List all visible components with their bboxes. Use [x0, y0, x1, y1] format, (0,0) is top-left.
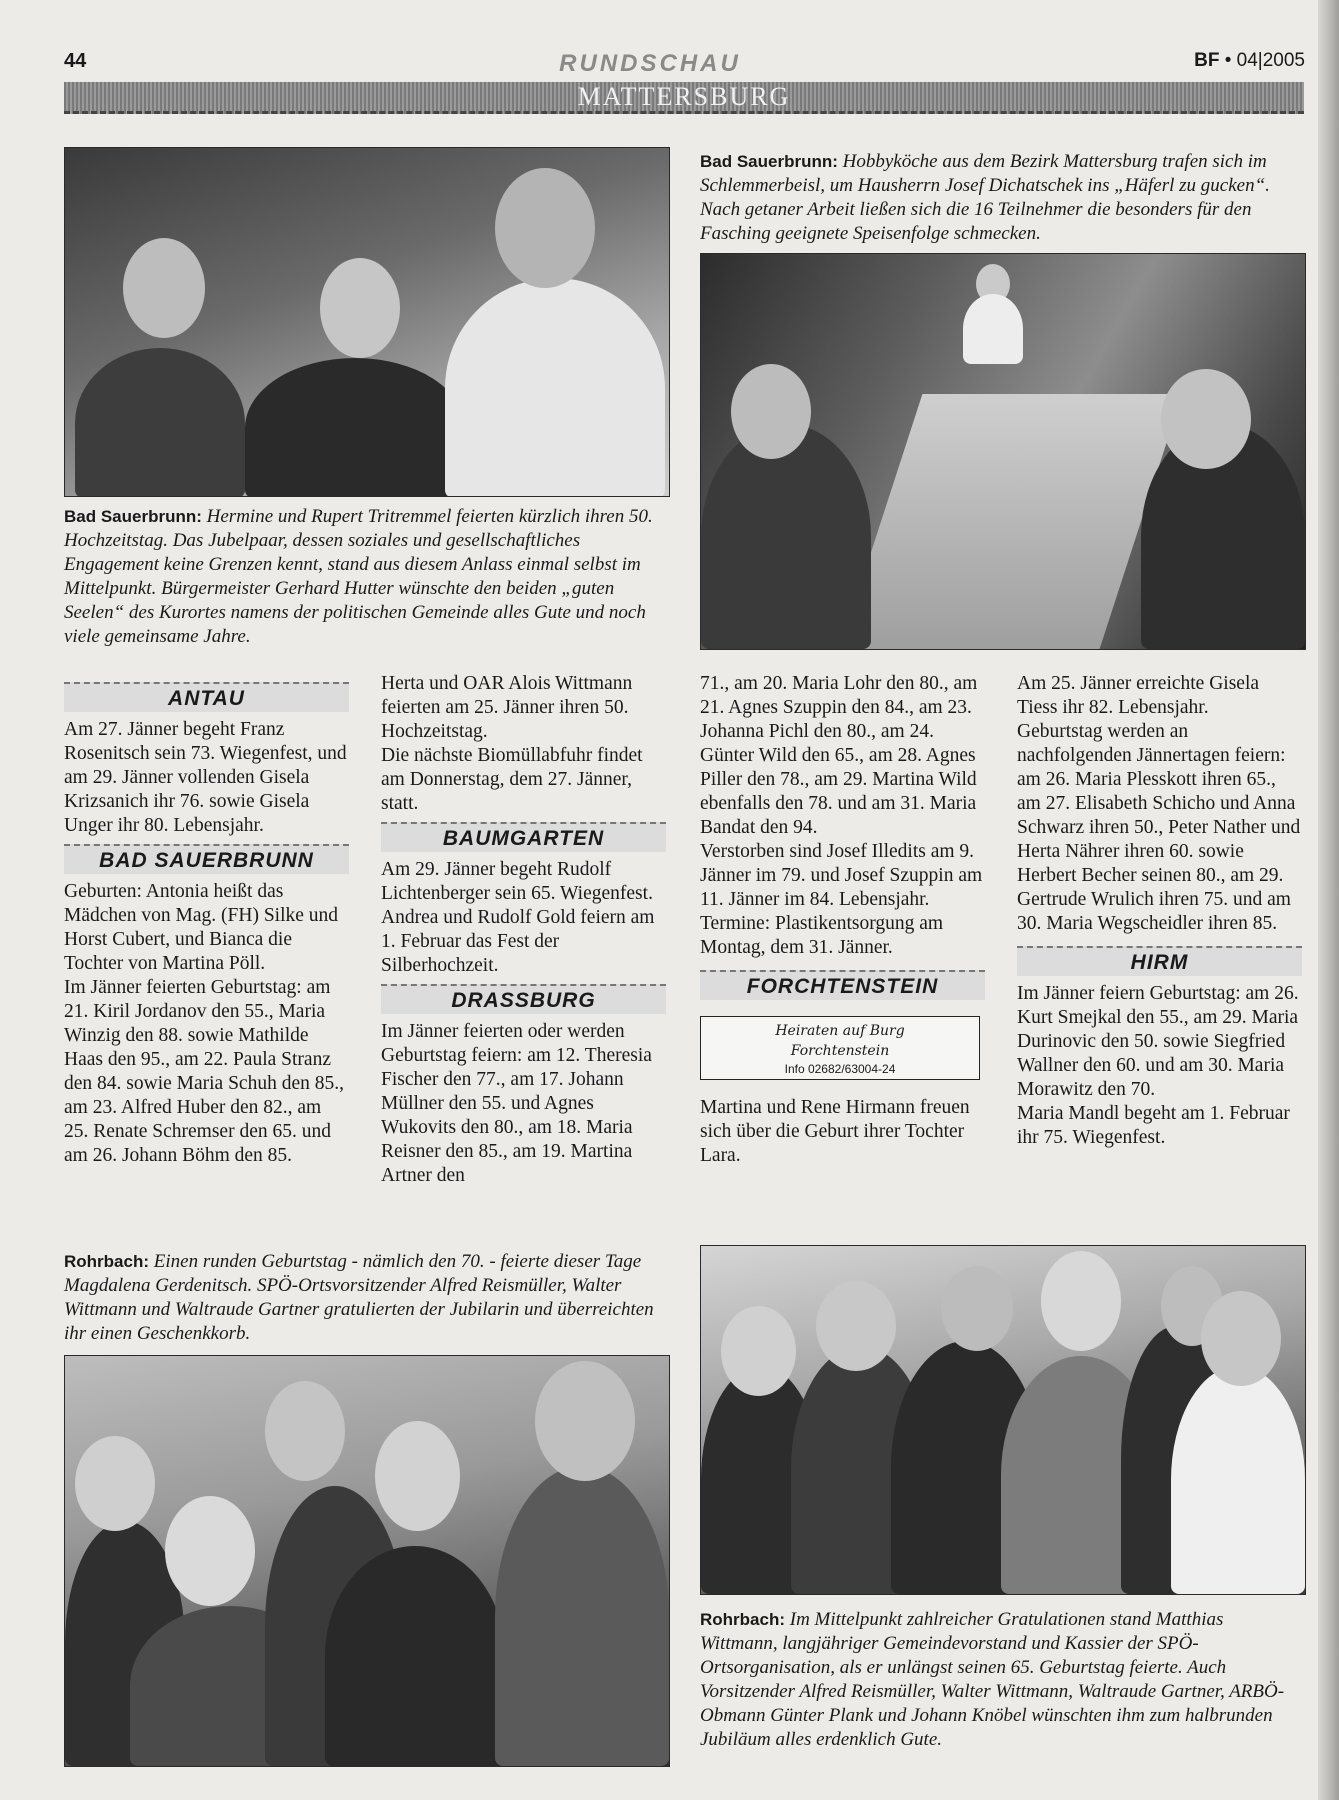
caption-text: Hobbyköche aus dem Bezirk Mattersburg trafen sich im Schlemmerbeisl, um Hausherrn Josef Dichatschek ins „Häferl zu gucken“. Nach getaner Arbeit ließen sich die 16 Teilnehmer die besonders für den Fasching geeignete Speisenfolge schmecken. [700, 151, 1270, 244]
ad-line-1: Heiraten auf Burg [775, 1023, 905, 1039]
section-bar [64, 82, 1304, 114]
heading-bad-sauerbrunn: BAD SAUERBRUNN [64, 844, 349, 874]
person-4 [325, 1546, 505, 1766]
figure-mayor-right [445, 278, 665, 497]
column-2 [381, 672, 666, 1188]
person-3-head [265, 1381, 345, 1481]
text-birthdays-january: Geburtstag werden an nachfolgenden Jännertagen feiern: am 26. Maria Plesskott ihren 65., am 27. Elisabeth Schicho und Anna Schwarz ihren 50., Peter Nather und Herta Nährer ihren 60. sowie Herbert Becher seinen 80., am 29. Gertrude Wrulich ihren 75. und am 30. Maria Wegscheidler ihren 85. [1017, 721, 1301, 934]
section-title: MATTERSBURG [577, 82, 791, 111]
figure-woman-center [245, 358, 465, 497]
figure-mayor-right-head [495, 168, 595, 288]
caption-place: Bad Sauerbrunn: [64, 507, 202, 526]
figure-man-left [75, 348, 245, 497]
group-person-3-head [941, 1266, 1013, 1351]
text-tiess: Am 25. Jänner erreichte Gisela Tiess ihr 82. Lebensjahr. [1017, 673, 1260, 718]
caption-place: Bad Sauerbrunn: [700, 152, 838, 171]
text-drassburg-continued: 71., am 20. Maria Lohr den 80., am 21. Agnes Szuppin den 84., am 23. Johanna Pichl den 80., am 24. Günter Wild den 65., am 28. Agnes Piller den 78., am 29. Martina Wild ebenfalls den 78. und am 31. Maria Bandat den 94. [700, 673, 978, 838]
photo-gerdenitsch-birthday [64, 1355, 670, 1767]
text-antau: Am 27. Jänner begeht Franz Rosenitsch sein 73. Wiegenfest, und am 29. Jänner vollenden Gisela Krizsanich ihr 76. sowie Gisela Unger ihr 80. Lebensjahr. [64, 719, 347, 836]
issue-brand: BF [1194, 50, 1220, 71]
text-bad-sauerbrunn-birthdays: Im Jänner feierten Geburtstag: am 21. Kiril Jordanov den 55., Maria Winzig den 88. sowie Mathilde Haas den 95., am 22. Paula Stranz den 84. sowie Maria Schuh den 85., am 23. Alfred Huber den 82., am 25. Renate Schremser den 65. und am 26. Johann Böhm den 85. [64, 977, 344, 1166]
caption-gerdenitsch-birthday [64, 1250, 669, 1346]
text-forchtenstein: Martina und Rene Hirmann freuen sich über die Geburt ihrer Tochter Lara. [700, 1097, 970, 1166]
ad-line-2: Forchtenstein [790, 1043, 890, 1059]
column-1 [64, 672, 349, 1168]
issue-date: 04|2005 [1236, 50, 1305, 71]
text-hirm-mandl: Maria Mandl begeht am 1. Februar ihr 75. Wiegenfest. [1017, 1103, 1290, 1148]
ad-line-3: Info 02682/63004-24 [784, 1062, 896, 1076]
text-wittmann-anniversary: Herta und OAR Alois Wittmann feierten am 25. Jänner ihren 50. Hochzeitstag. [381, 673, 633, 742]
column-4 [1017, 672, 1302, 1150]
text-termine: Termine: Plastikentsorgung am Montag, dem 31. Jänner. [700, 913, 944, 958]
heading-antau: ANTAU [64, 682, 349, 712]
text-drassburg: Im Jänner feierten oder werden Geburtstag feiern: am 12. Theresia Fischer den 77., am 17. Johann Müllner den 55. und Agnes Wukovits den 80., am 18. Maria Reisner den 85., am 19. Martina Artner den [381, 1021, 652, 1186]
text-baumgarten-silver-wedding: Andrea und Rudolf Gold feiern am 1. Februar das Fest der Silberhochzeit. [381, 907, 655, 976]
photo-wittmann-65th-birthday [700, 1245, 1306, 1595]
group-person-4-head [1041, 1251, 1121, 1351]
issue-info [1194, 50, 1305, 80]
person-2-head [165, 1496, 255, 1606]
heading-hirm: HIRM [1017, 946, 1302, 976]
diner-left-front-head [731, 364, 811, 459]
text-biomuell: Die nächste Biomüllabfuhr findet am Donnerstag, dem 27. Jänner, statt. [381, 745, 643, 814]
caption-wittmann-65th-birthday [700, 1608, 1305, 1752]
caption-place: Rohrbach: [64, 1252, 149, 1271]
figure-woman-center-head [320, 258, 400, 358]
caption-text: Hermine und Rupert Tritremmel feierten kürzlich ihren 50. Hochzeitstag. Das Jubelpaar, dessen soziales und gesellschaftliches Engagement keine Grenzen kennt, stand aus diesem Anlass einmal selbst im Mittelpunkt. Bürgermeister Gerhard Hutter wünschte den beiden „guten Seelen“ des Kurortes namens der politischen Gemeinde alles Gute und noch viele gemeinsame Jahre. [64, 506, 653, 647]
diner-right-front-head [1161, 369, 1251, 469]
heading-forchtenstein: FORCHTENSTEIN [700, 970, 985, 1000]
column-3 [700, 672, 985, 1168]
caption-hobby-cooks [700, 150, 1305, 246]
group-person-2-head [816, 1281, 896, 1371]
page-edge-shadow [1318, 0, 1339, 1800]
group-person-6 [1171, 1366, 1305, 1594]
chef-body [963, 294, 1023, 364]
person-5-head [535, 1361, 635, 1481]
text-hirm-birthdays: Im Jänner feiern Geburtstag: am 26. Kurt Smejkal den 55., am 29. Maria Durinovic den 50. sowie Siegfried Wallner den 60. und am 30. Maria Morawitz den 70. [1017, 983, 1299, 1100]
heading-baumgarten: BAUMGARTEN [381, 822, 666, 852]
caption-text: Im Mittelpunkt zahlreicher Gratulationen stand Matthias Wittmann, langjähriger Gemeindevorstand und Kassier der SPÖ-Ortsorganisation, als er unlängst seinen 65. Geburtstag feierte. Auch Vorsitzender Alfred Reismüller, Walter Wittmann, Waltraude Gartner, ARBÖ-Obmann Günter Plank und Johann Knöbel wünschten ihm zum halbrunden Jubiläum alles erdenklich Gute. [700, 1609, 1285, 1750]
person-1-head [75, 1436, 155, 1531]
issue-separator: • [1224, 50, 1232, 71]
group-person-6-head [1201, 1291, 1281, 1386]
text-baumgarten-birthday: Am 29. Jänner begeht Rudolf Lichtenberger sein 65. Wiegenfest. [381, 859, 653, 904]
caption-place: Rohrbach: [700, 1610, 785, 1629]
heading-drassburg: DRASSBURG [381, 984, 666, 1014]
figure-man-left-head [123, 238, 205, 338]
masthead: RUNDSCHAU [559, 50, 741, 77]
text-bad-sauerbrunn-births: Geburten: Antonia heißt das Mädchen von Mag. (FH) Silke und Horst Cubert, und Bianca die Tochter von Martina Pöll. [64, 881, 339, 974]
photo-hobby-cooks-dinner [700, 253, 1306, 650]
caption-text: Einen runden Geburtstag - nämlich den 70. - feierte dieser Tage Magdalena Gerdenitsch. SPÖ-Ortsvorsitzender Alfred Reismüller, Walter Wittmann und Waltraude Gartner gratulierten der Jubilarin und überreichten ihr einen Geschenkkorb. [64, 1251, 654, 1344]
person-5 [495, 1466, 669, 1766]
person-4-head [375, 1421, 460, 1531]
table-surface [840, 394, 1183, 649]
text-deceased: Verstorben sind Josef Illedits am 9. Jänner im 79. und Josef Szuppin am 11. Jänner im 84. Lebensjahr. [700, 841, 983, 910]
page-number: 44 [64, 50, 87, 72]
group-person-1-head [721, 1306, 796, 1396]
diner-left-front [701, 424, 871, 649]
photo-jubilee-couple [64, 147, 670, 497]
ad-heiraten-auf-burg [700, 1016, 980, 1080]
caption-jubilee-couple [64, 505, 664, 649]
